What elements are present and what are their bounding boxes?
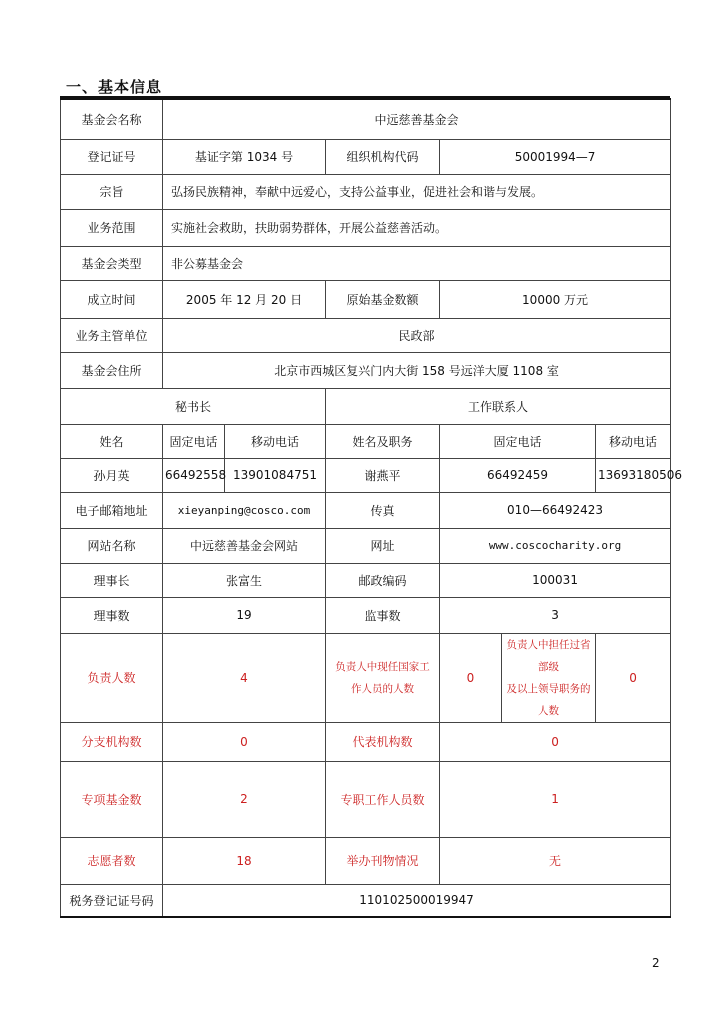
secretary-fixed-phone: 66492558	[163, 458, 225, 492]
fulltime-staff-count-value: 1	[440, 761, 671, 837]
directors-count-value: 19	[163, 597, 326, 633]
business-scope-label: 业务范围	[61, 209, 163, 246]
state-staff-leaders-label-line2: 作人员的人数	[351, 682, 414, 695]
table-row	[61, 528, 671, 563]
initial-fund-label: 原始基金数额	[326, 280, 440, 318]
branches-count-value: 0	[163, 722, 326, 761]
table-row	[61, 280, 671, 318]
col-mobile-phone-2: 移动电话	[596, 424, 671, 458]
secretary-general-header: 秘书长	[61, 388, 326, 424]
supervisors-count-value: 3	[440, 597, 671, 633]
postcode-label: 邮政编码	[326, 563, 440, 597]
website-name-label: 网站名称	[61, 528, 163, 563]
state-staff-leaders-label	[326, 633, 440, 722]
org-code-value: 50001994—7	[440, 139, 671, 174]
col-name: 姓名	[61, 424, 163, 458]
tax-registration-value: 110102500019947	[163, 884, 671, 917]
foundation-name-label: 基金会名称	[61, 99, 163, 139]
table-row	[61, 761, 671, 837]
purpose-label: 宗旨	[61, 174, 163, 209]
volunteers-count-value: 18	[163, 837, 326, 884]
chairman-label: 理事长	[61, 563, 163, 597]
url-value: www.coscocharity.org	[440, 528, 671, 563]
ministerial-leaders-value: 0	[596, 633, 671, 722]
col-name-and-title: 姓名及职务	[326, 424, 440, 458]
table-row	[61, 388, 671, 424]
org-code-label: 组织机构代码	[326, 139, 440, 174]
secretary-name: 孙月英	[61, 458, 163, 492]
address-value: 北京市西城区复兴门内大街 158 号远洋大厦 1108 室	[163, 352, 671, 388]
table-row	[61, 424, 671, 458]
page-number: 2	[652, 956, 660, 970]
table-row	[61, 246, 671, 280]
special-funds-count-value: 2	[163, 761, 326, 837]
state-staff-leaders-label-line1: 负责人中现任国家工	[335, 660, 430, 673]
col-mobile-phone: 移动电话	[225, 424, 326, 458]
branches-count-label: 分支机构数	[61, 722, 163, 761]
business-scope-value: 实施社会救助，扶助弱势群体，开展公益慈善活动。	[163, 209, 671, 246]
email-value: xieyanping@cosco.com	[163, 492, 326, 528]
table-row	[61, 174, 671, 209]
chairman-value: 张富生	[163, 563, 326, 597]
special-funds-count-label: 专项基金数	[61, 761, 163, 837]
table-row	[61, 633, 671, 722]
contact-mobile: 13693180506	[596, 458, 671, 492]
founded-date-value: 2005 年 12 月 20 日	[163, 280, 326, 318]
basic-info-table	[60, 98, 682, 918]
registration-number-value: 基证字第 1034 号	[163, 139, 326, 174]
table-row	[61, 139, 671, 174]
table-row	[61, 597, 671, 633]
email-label: 电子邮箱地址	[61, 492, 163, 528]
table-row	[61, 884, 671, 917]
state-staff-leaders-value: 0	[440, 633, 502, 722]
table-row	[61, 492, 671, 528]
table-row	[61, 209, 671, 246]
work-contact-header: 工作联系人	[326, 388, 671, 424]
tax-registration-label: 税务登记证号码	[61, 884, 163, 917]
table-row	[61, 352, 671, 388]
rep-offices-count-value: 0	[440, 722, 671, 761]
publication-value: 无	[440, 837, 671, 884]
address-label: 基金会住所	[61, 352, 163, 388]
rep-offices-count-label: 代表机构数	[326, 722, 440, 761]
publication-label: 举办刊物情况	[326, 837, 440, 884]
ministerial-leaders-label	[502, 633, 596, 722]
col-fixed-phone: 固定电话	[163, 424, 225, 458]
authority-value: 民政部	[163, 318, 671, 352]
founded-date-label: 成立时间	[61, 280, 163, 318]
website-name-value: 中远慈善基金会网站	[163, 528, 326, 563]
table-row	[61, 99, 671, 139]
authority-label: 业务主管单位	[61, 318, 163, 352]
contact-name: 谢燕平	[326, 458, 440, 492]
secretary-mobile: 13901084751	[225, 458, 326, 492]
foundation-type-value: 非公募基金会	[163, 246, 671, 280]
initial-fund-value: 10000 万元	[440, 280, 671, 318]
ministerial-leaders-label-line1: 负责人中担任过省部级	[506, 638, 591, 673]
foundation-name-value: 中远慈善基金会	[163, 99, 671, 139]
postcode-value: 100031	[440, 563, 671, 597]
table-row	[61, 563, 671, 597]
fax-value: 010—66492423	[440, 492, 671, 528]
table-row	[61, 722, 671, 761]
table-row	[61, 458, 671, 492]
leaders-count-value: 4	[163, 633, 326, 722]
table-row	[61, 837, 671, 884]
contact-fixed-phone: 66492459	[440, 458, 596, 492]
volunteers-count-label: 志愿者数	[61, 837, 163, 884]
leaders-count-label: 负责人数	[61, 633, 163, 722]
registration-number-label: 登记证号	[61, 139, 163, 174]
col-fixed-phone-2: 固定电话	[440, 424, 596, 458]
fulltime-staff-count-label: 专职工作人员数	[326, 761, 440, 837]
directors-count-label: 理事数	[61, 597, 163, 633]
table-row	[61, 318, 671, 352]
url-label: 网址	[326, 528, 440, 563]
section-title: 一、基本信息	[66, 78, 163, 96]
ministerial-leaders-label-line2: 及以上领导职务的人数	[506, 682, 591, 717]
foundation-type-label: 基金会类型	[61, 246, 163, 280]
fax-label: 传真	[326, 492, 440, 528]
purpose-value: 弘扬民族精神，奉献中远爱心，支持公益事业，促进社会和谐与发展。	[163, 174, 671, 209]
supervisors-count-label: 监事数	[326, 597, 440, 633]
